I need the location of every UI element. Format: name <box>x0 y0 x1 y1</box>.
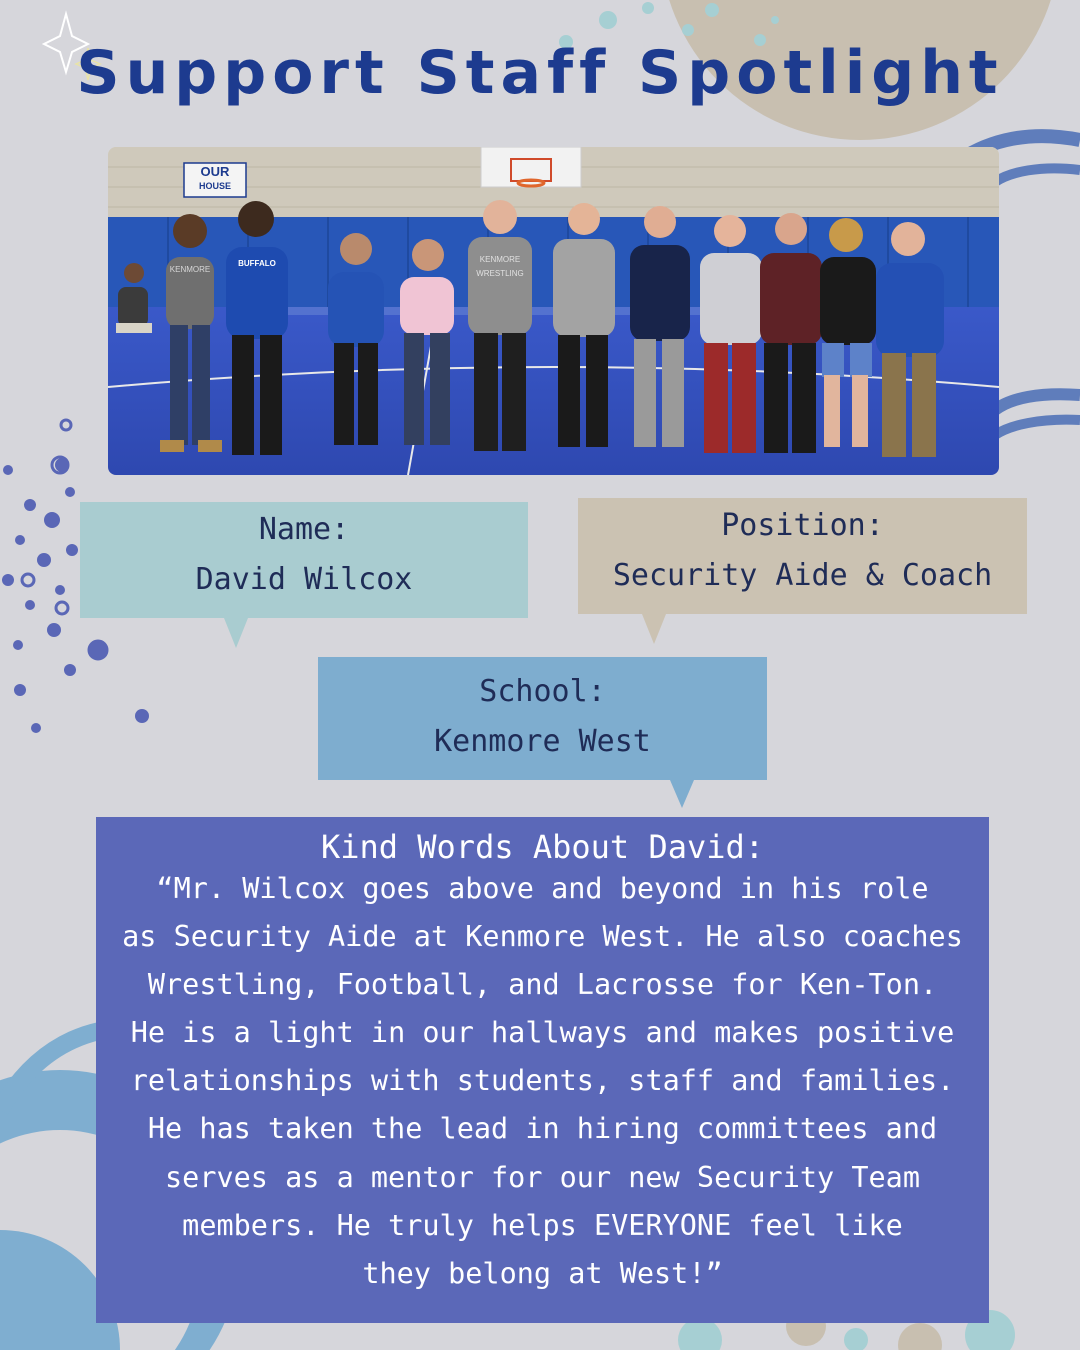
name-label: Name: <box>258 512 350 547</box>
quote-line: they belong at West!” <box>362 1256 723 1290</box>
photo-shirt-text: BUFFALO <box>238 259 276 268</box>
page-title: Support Staff Spotlight <box>76 38 1004 108</box>
quote-line: He is a light in our hallways and makes positive <box>130 1016 955 1050</box>
quote-line: members. He truly helps EVERYONE feel like <box>182 1208 903 1242</box>
name-value: David Wilcox <box>195 562 413 597</box>
school-value: Kenmore West <box>434 724 651 759</box>
quote-line: serves as a mentor for our new Security Team <box>165 1160 920 1194</box>
quote-line: He has taken the lead in hiring committees and <box>147 1112 938 1146</box>
kind-words-box <box>96 817 989 1323</box>
bubble-tail <box>642 614 666 644</box>
bubble-tail <box>224 618 248 648</box>
photo-shirt-text: KENMORE <box>479 255 521 264</box>
photo-banner-line1: OUR <box>200 164 230 179</box>
quote-line: “Mr. Wilcox goes above and beyond in his role <box>156 872 929 905</box>
bubble-tail <box>670 780 694 808</box>
quote-line: relationships with students, staff and families. <box>130 1064 955 1098</box>
position-value: Security Aide & Coach <box>612 558 993 593</box>
group-photo <box>108 147 999 475</box>
position-bubble <box>578 498 1027 614</box>
photo-shirt-text: KENMORE <box>169 265 211 274</box>
school-label: School: <box>479 674 606 709</box>
position-label: Position: <box>721 508 884 543</box>
kind-words-quote <box>96 865 989 1298</box>
quote-line: Wrestling, Football, and Lacrosse for Ken-Ton. <box>147 968 938 1002</box>
kind-words-heading: Kind Words About David: <box>320 828 765 866</box>
quote-line: as Security Aide at Kenmore West. He also coaches <box>122 920 963 954</box>
photo-banner-line2: HOUSE <box>198 181 231 191</box>
photo-shirt-text: WRESTLING <box>476 269 524 278</box>
school-bubble <box>318 657 767 780</box>
name-bubble <box>80 502 528 618</box>
